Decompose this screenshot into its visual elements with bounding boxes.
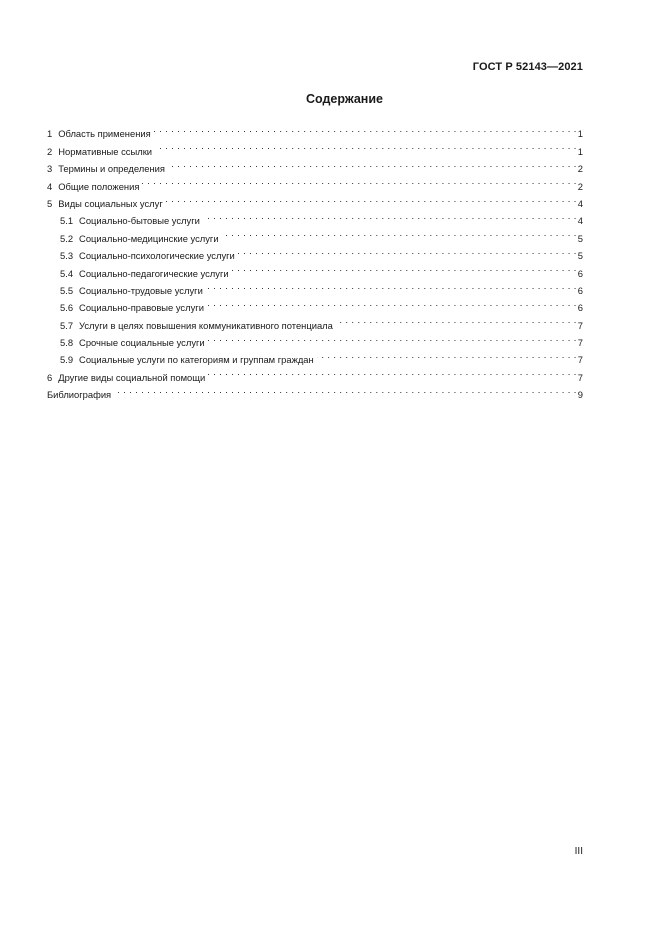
toc-entry-number: 5.2	[60, 232, 74, 244]
toc-entry-title: Общие положения	[58, 180, 140, 192]
toc-entry-title: Библиография	[47, 389, 112, 401]
toc-entry-page: 5	[577, 250, 583, 262]
toc-entry-number: 4	[47, 180, 53, 192]
toc-entry-title: Виды социальных услуг	[58, 197, 163, 209]
toc-entry-page: 7	[577, 371, 583, 383]
toc-leader-dots	[232, 259, 577, 276]
toc-entry-title: Социально-правовые услуги	[79, 302, 204, 314]
toc-entry-number: 5.5	[60, 284, 74, 296]
toc-leader-dots	[208, 363, 577, 380]
toc-entry-number: 1	[47, 128, 53, 140]
toc-leader-dots	[166, 190, 577, 207]
toc-entry-number: 5.4	[60, 267, 74, 279]
toc-entry-title: Социально-трудовые услуги	[79, 284, 203, 296]
toc-entry-number: 5.6	[60, 302, 74, 314]
toc-entry-page: 1	[577, 145, 583, 157]
toc-entry-number: 2	[47, 145, 53, 157]
toc-entry-number: 5.1	[60, 215, 74, 227]
table-of-contents	[47, 120, 583, 401]
toc-title: Содержание	[305, 92, 383, 106]
toc-leader-dots	[155, 137, 577, 154]
toc-entry-title: Срочные социальные услуги	[79, 337, 205, 349]
toc-entry-page: 2	[577, 163, 583, 175]
toc-entry-number: 5.8	[60, 337, 74, 349]
toc-entry-title: Социально-педагогические услуги	[79, 267, 229, 279]
toc-leader-dots	[222, 224, 577, 241]
toc-entry-page: 1	[577, 128, 583, 140]
toc-leader-dots	[336, 311, 577, 328]
toc-entry-number: 3	[47, 163, 53, 175]
toc-leader-dots	[206, 277, 577, 294]
toc-entry-page: 9	[577, 389, 583, 401]
toc-leader-dots	[203, 207, 577, 224]
toc-entry-page: 6	[577, 267, 583, 279]
toc-entry-page: 6	[577, 302, 583, 314]
toc-entry-page: 7	[577, 319, 583, 331]
document-code: ГОСТ Р 52143—2021	[472, 61, 583, 73]
toc-leader-dots	[142, 172, 576, 189]
toc-entry-title: Область применения	[58, 128, 151, 140]
toc-entry-page: 7	[577, 354, 583, 366]
toc-entry-number: 6	[47, 371, 53, 383]
toc-leader-dots	[208, 329, 577, 346]
toc-entry-page: 4	[577, 215, 583, 227]
toc-entry-title: Другие виды социальной помощи	[58, 371, 206, 383]
toc-leader-dots	[317, 346, 577, 363]
toc-entry-page: 7	[577, 337, 583, 349]
toc-entry-number: 5	[47, 197, 53, 209]
toc-entry-page: 4	[577, 197, 583, 209]
toc-leader-dots	[207, 294, 577, 311]
toc-entry-number: 5.3	[60, 250, 74, 262]
toc-entry-number: 5.9	[60, 354, 74, 366]
toc-entry-title: Социально-медицинские услуги	[79, 232, 219, 244]
toc-entry[interactable]	[47, 120, 583, 140]
toc-leader-dots	[154, 120, 577, 137]
toc-entry-title: Социально-психологические услуги	[79, 250, 235, 262]
toc-entry-title: Услуги в целях повышения коммуникативного потенциала	[79, 319, 333, 331]
toc-entry-title: Термины и определения	[58, 163, 165, 175]
toc-leader-dots	[238, 242, 577, 259]
toc-leader-dots	[168, 155, 577, 172]
toc-entry-page: 2	[577, 180, 583, 192]
page-number: III	[574, 846, 583, 857]
toc-leader-dots	[114, 381, 577, 398]
toc-entry-title: Нормативные ссылки	[58, 145, 153, 157]
toc-entry-page: 6	[577, 284, 583, 296]
toc-entry-page: 5	[577, 232, 583, 244]
toc-entry-title: Социальные услуги по категориям и группам граждан	[79, 354, 314, 366]
toc-entry-number: 5.7	[60, 319, 74, 331]
toc-entry-bibliography[interactable]	[47, 381, 583, 401]
toc-entry-title: Социально-бытовые услуги	[79, 215, 200, 227]
